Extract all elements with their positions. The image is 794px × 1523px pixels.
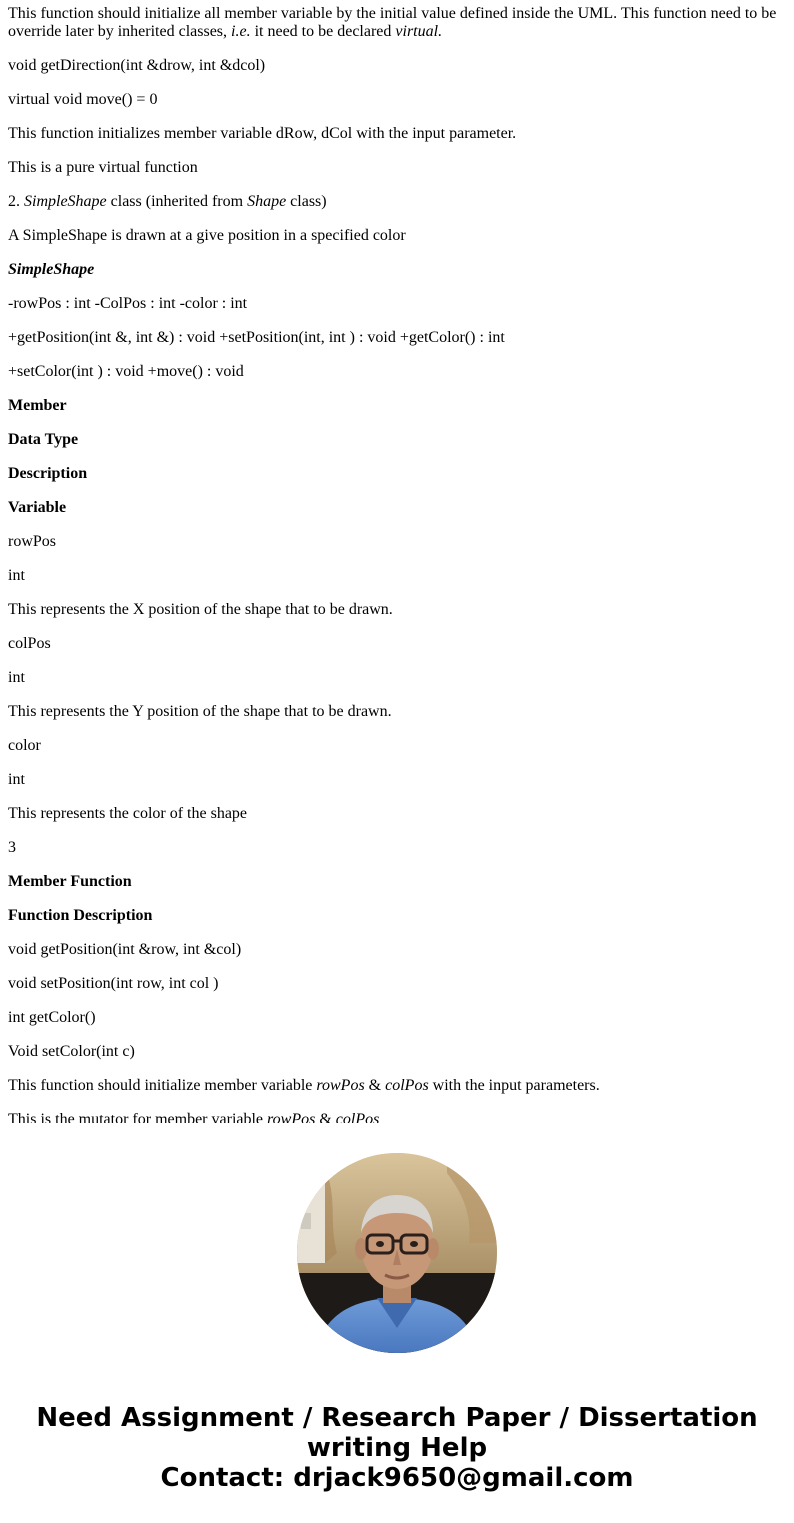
paragraph — [8, 5, 786, 41]
footer-line: Need Assignment / Research Paper / Dissertation — [36, 1403, 758, 1433]
table-cell: colPos — [8, 635, 51, 652]
footer-line: writing Help — [306, 1433, 488, 1463]
text-italic: rowPos — [267, 1111, 316, 1123]
table-header: Member Function — [8, 873, 132, 890]
table-cell: color — [8, 737, 41, 754]
footer-contact: Contact: drjack9650@gmail.com — [160, 1463, 634, 1493]
text: it need to be declared — [250, 23, 396, 40]
table-header: Data Type — [8, 431, 79, 448]
text-italic: SimpleShape — [24, 193, 107, 210]
uml-class-name: SimpleShape — [8, 261, 95, 278]
uml-methods: +setColor(int ) : void +move() : void — [8, 363, 244, 380]
paragraph: void getDirection(int &drow, int &dcol) — [8, 57, 266, 74]
text: 2. — [8, 193, 24, 210]
table-header: Member — [8, 397, 67, 414]
table-cell: This represents the X position of the shape that to be drawn. — [8, 601, 393, 618]
table-header: Variable — [8, 499, 67, 516]
person-photo-icon — [297, 1153, 497, 1353]
text: This is the mutator for member variable — [8, 1111, 268, 1123]
table-cell: int — [8, 567, 25, 584]
text: This function should initialize all member variable by the initial value defined inside the UML. This function need to be override later by inherited classes, — [8, 5, 777, 40]
paragraph: virtual void move() = 0 — [8, 91, 158, 108]
text-italic: colPos — [385, 1077, 429, 1094]
paragraph: This function initializes member variable dRow, dCol with the input parameter. — [8, 125, 517, 142]
table-cell: This represents the color of the shape — [8, 805, 248, 822]
table-cell: void getPosition(int &row, int &col) — [8, 941, 242, 958]
uml-methods: +getPosition(int &, int &) : void +setPosition(int, int ) : void +getColor() : int — [8, 329, 505, 346]
paragraph: This is a pure virtual function — [8, 159, 198, 176]
table-cell: rowPos — [8, 533, 57, 550]
table-cell: int — [8, 669, 25, 686]
table-cell: int — [8, 771, 25, 788]
avatar — [297, 1153, 497, 1353]
text: class (inherited from — [106, 193, 248, 210]
text: & — [315, 1111, 336, 1123]
table-header: Function Description — [8, 907, 153, 924]
section-heading — [8, 193, 786, 211]
table-header: Description — [8, 465, 88, 482]
text-italic: i.e. — [231, 23, 251, 40]
text: & — [364, 1077, 386, 1094]
text-italic: virtual. — [395, 23, 443, 40]
text-italic: rowPos — [316, 1077, 365, 1094]
table-cell: void setPosition(int row, int col ) — [8, 975, 219, 992]
table-cell: Void setColor(int c) — [8, 1043, 135, 1060]
document-body — [8, 5, 786, 1123]
table-cell — [8, 1111, 786, 1123]
table-cell: This represents the Y position of the shape that to be drawn. — [8, 703, 392, 720]
table-cell — [8, 1077, 786, 1095]
text: class) — [286, 193, 327, 210]
text-italic: Shape — [247, 193, 287, 210]
footer-banner — [0, 1403, 794, 1493]
paragraph: A SimpleShape is drawn at a give position in a specified color — [8, 227, 406, 244]
page-number: 3 — [8, 839, 16, 856]
text-italic: colPos — [335, 1111, 380, 1123]
text: with the input parameters. — [428, 1077, 600, 1094]
uml-attributes: -rowPos : int -ColPos : int -color : int — [8, 295, 248, 312]
table-cell: int getColor() — [8, 1009, 96, 1026]
text: This function should initialize member variable — [8, 1077, 317, 1094]
